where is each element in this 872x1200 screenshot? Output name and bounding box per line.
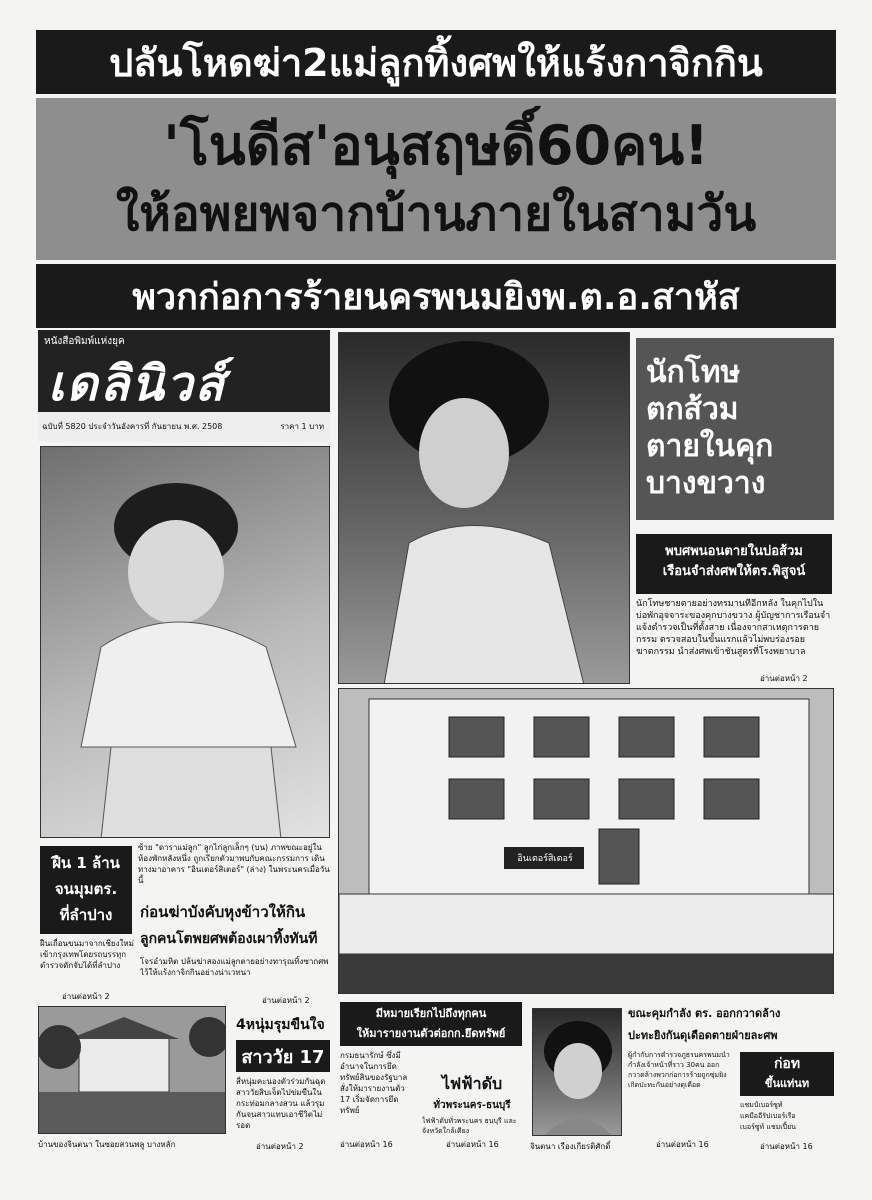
photo-jintana <box>532 1008 622 1136</box>
photo-woman-center <box>338 332 630 684</box>
summons-body: กรมธนารักษ์ ซึ่งมีอำนาจในการยึดทรัพย์สินของรัฐบาลสั่งให้มารายงานตัว 17 เริ่มจัดการยึดทรัพย์ <box>340 1051 408 1115</box>
opium-title-line: ฝืน 1 ล้าน <box>52 854 120 872</box>
gothai-item: เบอร์ซูท์ แชมเปี้ยน <box>740 1123 796 1131</box>
masthead-issue-line: ฉบับที่ 5820 ประจำวันอังคารที่ กันยายน พ.ศ. 2508 <box>42 422 223 431</box>
murder-headline-1: ก่อนฆ่าบังคับหุงข้าวให้กิน <box>140 903 306 921</box>
jintana-caption: จินตนา เรืองเกียรติศักดิ์ <box>530 1142 611 1151</box>
opium-box-title <box>40 846 132 934</box>
photo-caption: ซ้าย "ดาราแม่ลูก" ลูกไก่ลูกเล็กๆ (บน) ภาพขณะอยู่ในห้องพักหลังหนึ่ง ถูกเรียกตัวมาพบกับคณะกรรมการ เดินทางมาอาคาร "อินเตอร์สิเตอร์" (ล่าง) ในพระนครเมื่อวันนี้ <box>138 843 330 885</box>
gothai-title-2: ขึ้นแท่นท <box>764 1077 810 1090</box>
photo-building <box>338 688 834 994</box>
prisoner-title-line: บางขวาง <box>646 466 766 501</box>
young-men-headline-1: 4หนุ่มรุมขืนใจ <box>236 1017 325 1033</box>
murder-headline-2: ลูกคนโตพยศพต้องเผาทิ้งทันที <box>140 931 318 947</box>
summons-headline <box>340 1002 522 1046</box>
power-body: ไฟฟ้าดับทั่วพระนคร ธนบุรี และจังหวัดใกล้เคียง <box>422 1117 517 1135</box>
power-headline-1: ไฟฟ้าดับ <box>441 1074 503 1093</box>
murder-continued[interactable]: อ่านต่อหน้า 2 <box>262 996 310 1005</box>
gothai-title-1: ก่อท <box>773 1056 801 1072</box>
young-men-headline-2: สาววัย 17 <box>236 1040 330 1072</box>
police-body: ผู้กำกับการตำรวจภูธรนครพนมนำกำลังเจ้าหน้าที่ราว 30คน ออกกวาดล้างพวกก่อการร้ายถูกซุ่มยิง เกิดปะทะกันอย่างดุเดือด <box>628 1051 730 1089</box>
young-men-body: สี่หนุ่มคะนองตัวร่วมกันฉุดสาววัยสิบเจ็ดไปข่มขืนในกระท่อมกลางสวน แล้วรุมกันจนสาวแทบเอาชีวิตไม่รอด <box>236 1077 326 1130</box>
headline-main <box>36 98 836 260</box>
masthead-price: ราคา 1 บาท <box>280 422 324 431</box>
headline-third: พวกก่อการร้ายนครพนมยิงพ.ต.อ.สาหัส <box>36 264 836 328</box>
headline-main-line-2: ให้อพยพจากบ้านภายในสามวัน <box>115 186 757 242</box>
prisoner-subhead <box>636 534 832 594</box>
opium-title-line: ที่ลำปาง <box>59 906 113 924</box>
gothai-items <box>740 1100 836 1138</box>
prisoner-title-box <box>636 338 834 520</box>
opium-continued[interactable]: อ่านต่อหน้า 2 <box>62 992 110 1001</box>
opium-body: ฝืนเถื่อนขนมาจากเชียงใหม่เข้ากรุงเทพโดยรถบรรทุก ตำรวจดักจับได้ที่ลำปาง <box>40 939 134 970</box>
summons-continued[interactable]: อ่านต่อหน้า 16 <box>340 1140 393 1149</box>
prisoner-continued[interactable]: อ่านต่อหน้า 2 <box>760 674 808 683</box>
masthead-kicker: หนังสือพิมพ์แห่งยุค <box>44 336 125 347</box>
gothai-continued[interactable]: อ่านต่อหน้า 16 <box>760 1142 813 1151</box>
prisoner-body: นักโทษชายตายอย่างทรมานที่อีกหลัง ในคุกไปในบ่อพักอุจจาระของคุกบางขวาง ผู้บัญชาการเรือนจำแจ้งตำรวจเป็นที่ตั้งสาย เนื่องจากสาเหตุการตาย กรรม ตรวจสอบในขั้นแรกแล้วไม่พบร่องรอยฆาตกรรม นำส่งศพเข้าชันสูตรที่โรงพยาบาล <box>636 599 831 657</box>
power-continued[interactable]: อ่านต่อหน้า 16 <box>446 1140 499 1149</box>
summons-headline-2: ให้มารายงานตัวต่อกก.ยึดทรัพย์ <box>356 1027 506 1040</box>
murder-body: โจรอำมหิต ปล้นฆ่าสองแม่ลูกตายอย่างทารุณทิ้งซากศพไว้ให้แร้งกาจิกกินอย่างน่าเวทนา <box>140 957 329 977</box>
headline-top: ปลันโหดฆ่า2แม่ลูกทิ้งศพให้แร้งกาจิกกิน <box>36 30 836 94</box>
gothai-title <box>740 1052 834 1096</box>
photo-house <box>38 1006 226 1134</box>
power-headline-2: ทั่วพระนคร-ธนบุรี <box>433 1100 511 1111</box>
prisoner-subhead-line: เรือนจำส่งศพให้ตร.พิสูจน์ <box>662 564 806 579</box>
police-continued[interactable]: อ่านต่อหน้า 16 <box>656 1140 709 1149</box>
building-sign: อินเตอร์สิเตอร์ <box>517 854 573 864</box>
prisoner-title-line: ตายในคุก <box>646 429 774 464</box>
summons-headline-1: มีหมายเรียกไปถึงทุกคน <box>375 1007 487 1020</box>
prisoner-subhead-line: พบศพนอนตายในบ่อส้วม <box>665 544 803 559</box>
young-men-continued[interactable]: อ่านต่อหน้า 2 <box>256 1142 304 1151</box>
gothai-item: แคมืออีรัปเบอร์เรือ <box>740 1112 796 1120</box>
prisoner-title-line: ตกส้วม <box>646 392 739 427</box>
photo-woman-left <box>40 446 330 838</box>
masthead <box>38 330 330 442</box>
house-caption: บ้านของจินตนา ในซอยสวนพลู บางหลัก <box>38 1140 176 1149</box>
opium-title-line: จนมุมตร. <box>54 880 118 898</box>
headline-main-line-1: 'โนดีส'อนุสฤษดิ์60คน! <box>163 114 709 177</box>
prisoner-title-line: นักโทษ <box>646 355 741 390</box>
police-headline-2: ปะทะยิงกันดุเดือดตายฝ่ายละศพ <box>628 1029 778 1042</box>
police-headline-1: ขณะคุมกำลัง ตร. ออกกวาดล้าง <box>628 1007 781 1020</box>
gothai-item: แชมป์เบอร์ซูท์ <box>740 1101 783 1109</box>
masthead-title: เดลินิวส์ <box>48 356 227 412</box>
